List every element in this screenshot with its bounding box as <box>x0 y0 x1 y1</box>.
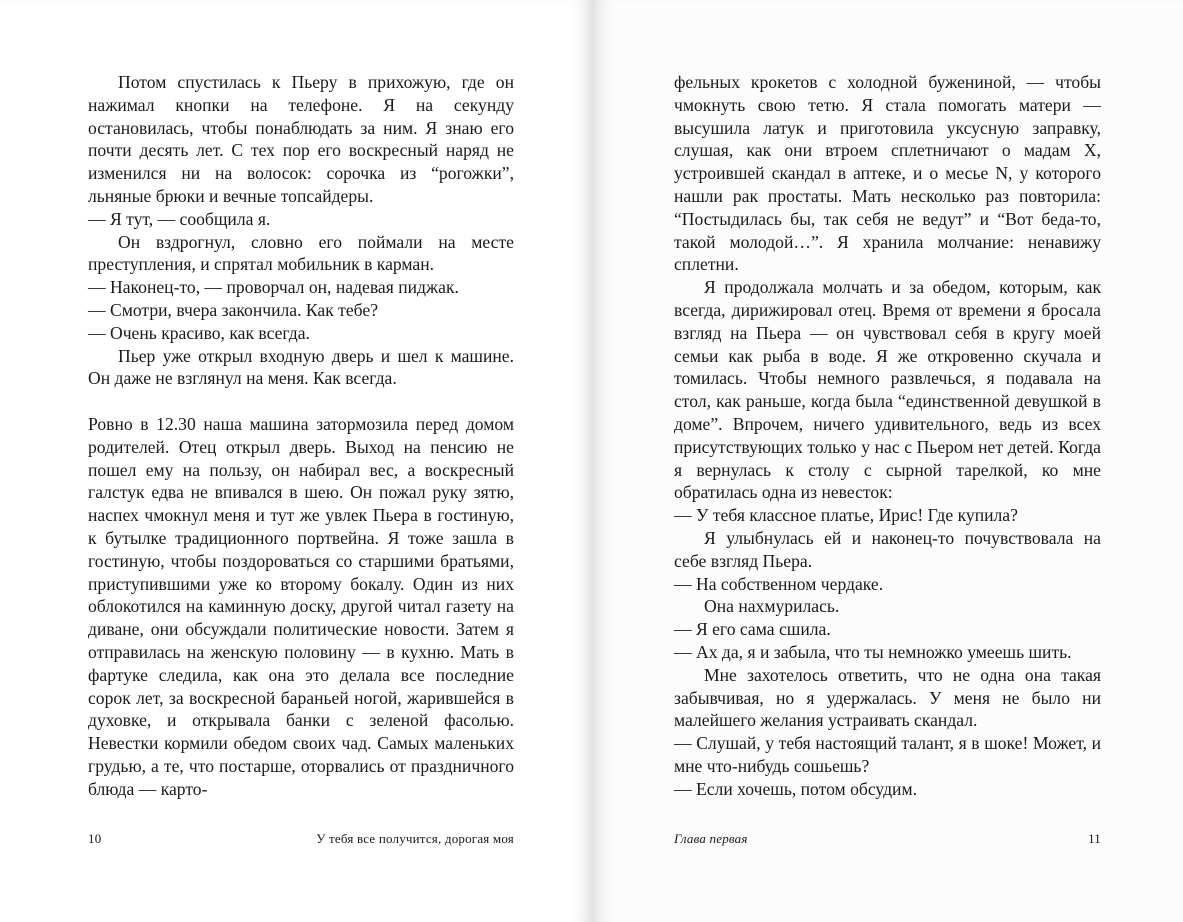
page-number: 10 <box>88 831 102 846</box>
dialogue-line: — Я тут, — сообщила я. <box>88 208 271 229</box>
dialogue-line: — На собственном чердаке. <box>674 573 884 594</box>
paragraph: Она нахмурилась. <box>704 596 840 617</box>
dialogue-line: — Слушай, у тебя настоящий талант, я в шоке! Может, и мне что-нибудь сошьешь? <box>674 733 1101 776</box>
dialogue-line: — У тебя классное платье, Ирис! Где купила? <box>674 505 1018 526</box>
dialogue-line: — Очень красиво, как всегда. <box>88 322 310 343</box>
section-break <box>88 390 514 413</box>
paragraph: фельных крокетов с холодной бужениной, — чтобы чмокнуть свою тетю. Я стала помогать матери — высушила латук и приготовила уксусную заправку, слушая, как они втроем сплетничают о мадам X, устроившей скандал в аптеке, и о месье N, у которого нашли рак простаты. Мать несколько раз повторила: “Постыдилась бы, так себя не ведут” и “Вот беда-то, такой молодой…”. Я хранила молчание: ненавижу сплетни. <box>674 72 1101 275</box>
paragraph: Потом спустилась к Пьеру в прихожую, где он нажимал кнопки на телефоне. Я на секунду остановилась, чтобы понаблюдать за ним. Я знаю его почти десять лет. С тех пор его воскресный наряд не изменился ни на волосок: сорочка из “рогожки”, льняные брюки и вечные топсайдеры. <box>88 72 514 206</box>
paragraph: Ровно в 12.30 наша машина затормозила перед домом родителей. Отец открыл дверь. Выход на пенсию не пошел ему на пользу, он набирал вес, а воскресный галстук едва не впивался в шею. Он пожал руку зятю, наспех чмокнул меня и тут же увлек Пьера в гостиную, к бутылке традиционного портвейна. Я тоже зашла в гостиную, чтобы поздороваться со старшими братьями, приступившими уже ко второму бокалу. Один из них облокотился на каминную доску, другой читал газету на диване, они обсуждали политические новости. Затем я отправилась на женскую половину — в кухню. Мать в фартуке следила, как она это делала все последние сорок лет, за воскресной бараньей ногой, жарившейся в духовке, и открывала банки с зеленой фасолью. Невестки кормили обедом своих чад. Самых маленьких грудью, а те, что постарше, оторвались от праздничного блюда — карто- <box>88 413 514 799</box>
dialogue-line: — Я его сама сшила. <box>674 619 831 640</box>
dialogue-line: — Ах да, я и забыла, что ты немножко умеешь шить. <box>674 641 1072 662</box>
dialogue-line: — Если хочешь, потом обсудим. <box>674 778 917 799</box>
dialogue-line: — Наконец-то, — проворчал он, надевая пиджак. <box>88 277 459 298</box>
paragraph: Я продолжала молчать и за обедом, которым, как всегда, дирижировал отец. Время от времени я бросала взгляд на Пьера — он чувствовал себя в кругу моей семьи как рыба в воде. Я же откровенно скучала и томилась. Чтобы немного развлечься, я подавала на стол, как раньше, когда была “единственной девушкой в доме”. Впрочем, ничего удивительного, ведь из всех присутствующих только у нас с Пьером нет детей. Когда я вернулась к столу с сырной тарелкой, ко мне обратилась одна из невесток: <box>674 277 1101 503</box>
running-head: Глава первая <box>674 831 748 846</box>
left-page-text <box>88 71 514 801</box>
paragraph: Я улыбнулась ей и наконец-то почувствовала на себе взгляд Пьера. <box>674 527 1101 571</box>
right-page-text <box>674 71 1101 801</box>
dialogue-line: — Смотри, вчера закончила. Как тебе? <box>88 299 379 320</box>
paragraph: Пьер уже открыл входную дверь и шел к машине. Он даже не взглянул на меня. Как всегда. <box>88 345 514 389</box>
page-number: 11 <box>1088 831 1101 846</box>
paragraph: Он вздрогнул, словно его поймали на месте преступления, и спрятал мобильник в карман. <box>88 231 514 275</box>
right-page <box>592 0 1183 922</box>
running-head: У тебя все получится, дорогая моя <box>316 831 514 846</box>
paragraph: Мне захотелось ответить, что не одна она такая забывчивая, но я удержалась. У меня не было ни малейшего желания устраивать скандал. <box>674 664 1101 731</box>
